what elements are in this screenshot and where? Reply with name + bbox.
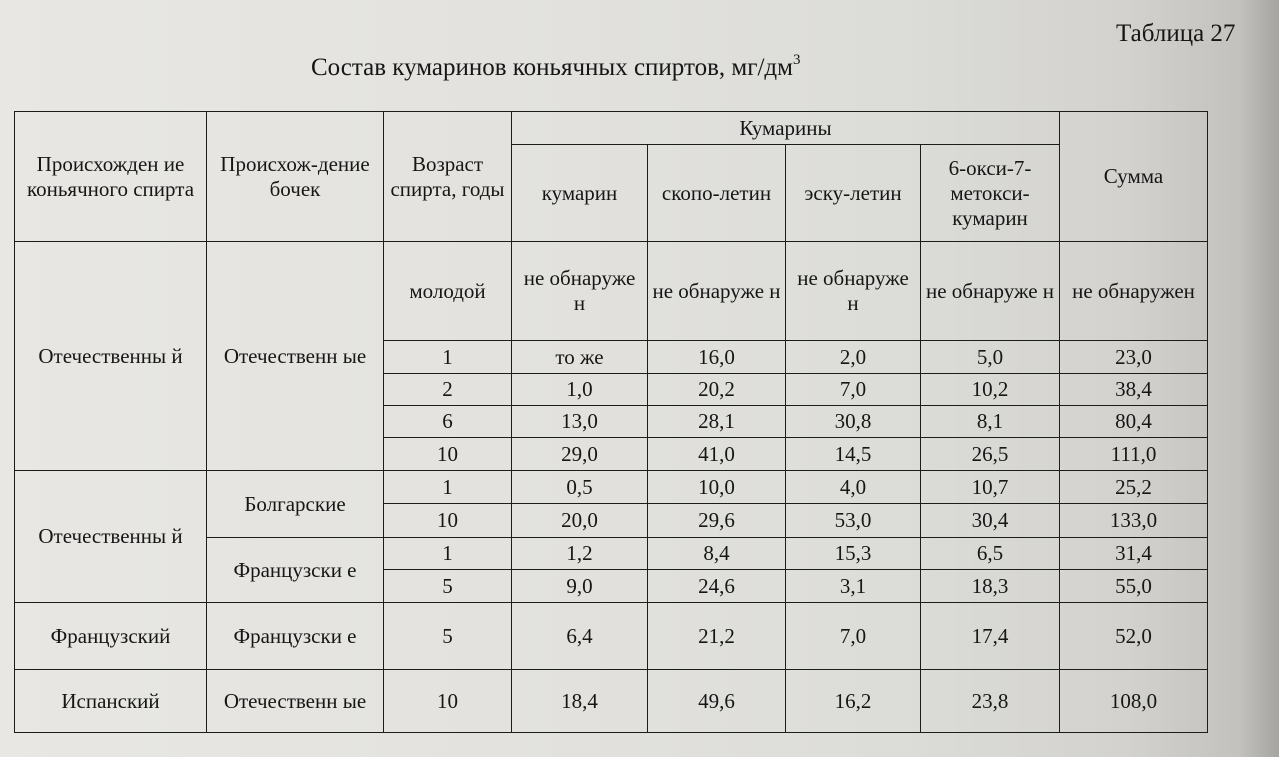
- book-spine-shadow: [1239, 0, 1279, 757]
- cell-hydroxy-methoxy: 8,1: [921, 406, 1060, 438]
- table-row: [15, 603, 1208, 670]
- cell-coumarin: 9,0: [512, 570, 648, 603]
- cell-scopoletin: 49,6: [648, 670, 786, 733]
- cell-hydroxy-methoxy: 30,4: [921, 504, 1060, 538]
- cell-coumarin: 1,2: [512, 538, 648, 570]
- cell-esculetin: 3,1: [786, 570, 921, 603]
- header-scopoletin: скопо-летин: [648, 145, 786, 242]
- cell-age: 10: [384, 438, 512, 471]
- cell-hydroxy-methoxy: 17,4: [921, 603, 1060, 670]
- cell-scopoletin: 41,0: [648, 438, 786, 471]
- header-row-1: [15, 112, 1208, 145]
- group1-spirit: Отечественны й: [15, 242, 207, 471]
- cell-age: 10: [384, 504, 512, 538]
- cell-age: 1: [384, 471, 512, 504]
- table-row: [15, 471, 1208, 504]
- cell-coumarin: 6,4: [512, 603, 648, 670]
- group2-spirit: Отечественны й: [15, 471, 207, 603]
- header-esculetin: эску-летин: [786, 145, 921, 242]
- cell-coumarin: 29,0: [512, 438, 648, 471]
- table-row: [15, 670, 1208, 733]
- cell-age: 1: [384, 341, 512, 374]
- cell-age: 2: [384, 374, 512, 406]
- cell-scopoletin: 21,2: [648, 603, 786, 670]
- cell-scopoletin: не обнаруже н: [648, 242, 786, 341]
- cell-sum: 55,0: [1060, 570, 1208, 603]
- cell-age: 5: [384, 603, 512, 670]
- cell-coumarin: 0,5: [512, 471, 648, 504]
- table-number: Таблица 27: [1116, 20, 1236, 47]
- cell-sum: 133,0: [1060, 504, 1208, 538]
- group3-spirit: Французский: [15, 603, 207, 670]
- header-origin-barrels: Происхож-дение бочек: [207, 112, 384, 242]
- group2-barrels-french: Французски е: [207, 538, 384, 603]
- cell-age: 5: [384, 570, 512, 603]
- cell-coumarin: не обнаруже н: [512, 242, 648, 341]
- cell-hydroxy-methoxy: 23,8: [921, 670, 1060, 733]
- cell-hydroxy-methoxy: 10,7: [921, 471, 1060, 504]
- coumarin-table: [14, 111, 1208, 733]
- group4-barrels: Отечественн ые: [207, 670, 384, 733]
- cell-scopoletin: 20,2: [648, 374, 786, 406]
- cell-esculetin: 7,0: [786, 603, 921, 670]
- cell-hydroxy-methoxy: 18,3: [921, 570, 1060, 603]
- cell-coumarin: 1,0: [512, 374, 648, 406]
- cell-hydroxy-methoxy: 5,0: [921, 341, 1060, 374]
- cell-esculetin: 4,0: [786, 471, 921, 504]
- cell-scopoletin: 24,6: [648, 570, 786, 603]
- header-hydroxy-methoxy: 6-окси-7-метокси-кумарин: [921, 145, 1060, 242]
- cell-esculetin: 53,0: [786, 504, 921, 538]
- cell-coumarin: то же: [512, 341, 648, 374]
- cell-esculetin: 14,5: [786, 438, 921, 471]
- header-origin-spirit: Происхожден ие коньячного спирта: [15, 112, 207, 242]
- cell-esculetin: 7,0: [786, 374, 921, 406]
- cell-hydroxy-methoxy: не обнаруже н: [921, 242, 1060, 341]
- cell-hydroxy-methoxy: 26,5: [921, 438, 1060, 471]
- cell-age: 10: [384, 670, 512, 733]
- cell-esculetin: 16,2: [786, 670, 921, 733]
- cell-scopoletin: 28,1: [648, 406, 786, 438]
- cell-sum: 52,0: [1060, 603, 1208, 670]
- cell-age: 1: [384, 538, 512, 570]
- cell-hydroxy-methoxy: 10,2: [921, 374, 1060, 406]
- cell-sum: 25,2: [1060, 471, 1208, 504]
- cell-sum: 108,0: [1060, 670, 1208, 733]
- table-row: [15, 242, 1208, 341]
- table-title-superscript: 3: [792, 52, 801, 68]
- cell-esculetin: 30,8: [786, 406, 921, 438]
- group2-barrels-bulgarian: Болгарские: [207, 471, 384, 538]
- group4-spirit: Испанский: [15, 670, 207, 733]
- cell-esculetin: 2,0: [786, 341, 921, 374]
- cell-scopoletin: 16,0: [648, 341, 786, 374]
- cell-scopoletin: 8,4: [648, 538, 786, 570]
- cell-sum: 80,4: [1060, 406, 1208, 438]
- header-sum: Сумма: [1060, 112, 1208, 242]
- cell-scopoletin: 29,6: [648, 504, 786, 538]
- header-coumarin: кумарин: [512, 145, 648, 242]
- table-title: [311, 54, 800, 82]
- group3-barrels: Французски е: [207, 603, 384, 670]
- header-age: Возраст спирта, годы: [384, 112, 512, 242]
- table-title-text: Состав кумаринов коньячных спиртов, мг/дм: [311, 54, 793, 81]
- cell-age: 6: [384, 406, 512, 438]
- cell-coumarin: 13,0: [512, 406, 648, 438]
- cell-esculetin: не обнаруже н: [786, 242, 921, 341]
- cell-sum: не обнаружен: [1060, 242, 1208, 341]
- cell-hydroxy-methoxy: 6,5: [921, 538, 1060, 570]
- cell-age: молодой: [384, 242, 512, 341]
- cell-sum: 38,4: [1060, 374, 1208, 406]
- cell-scopoletin: 10,0: [648, 471, 786, 504]
- cell-coumarin: 20,0: [512, 504, 648, 538]
- cell-sum: 31,4: [1060, 538, 1208, 570]
- group1-barrels: Отечественн ые: [207, 242, 384, 471]
- header-coumarins-group: Кумарины: [512, 112, 1060, 145]
- cell-coumarin: 18,4: [512, 670, 648, 733]
- cell-sum: 23,0: [1060, 341, 1208, 374]
- cell-esculetin: 15,3: [786, 538, 921, 570]
- cell-sum: 111,0: [1060, 438, 1208, 471]
